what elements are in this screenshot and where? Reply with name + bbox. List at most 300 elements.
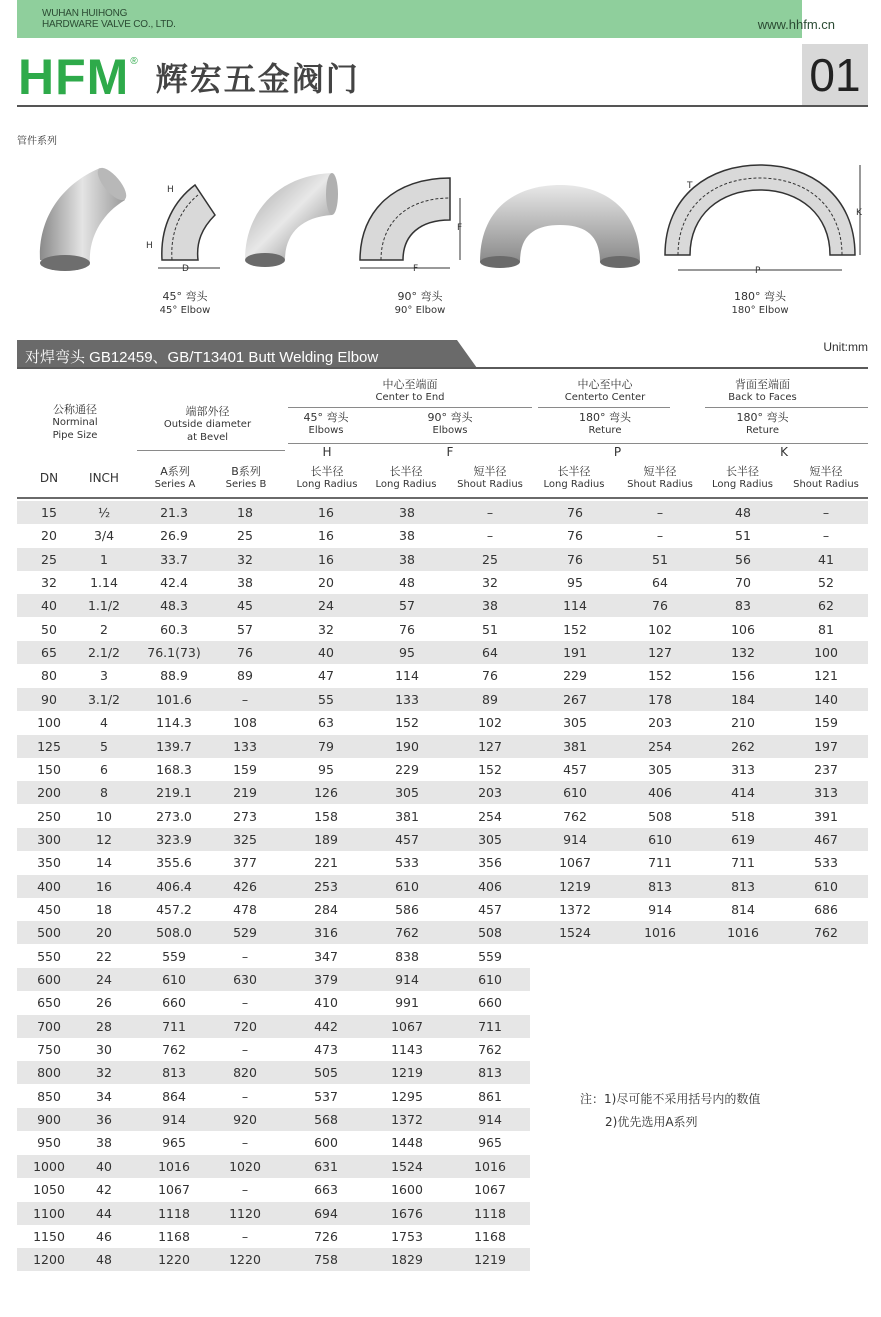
cell-p-short: 508 bbox=[648, 808, 672, 824]
cell-f-short: 25 bbox=[482, 551, 498, 567]
cell-p-short: 76 bbox=[652, 598, 668, 614]
cell-series-a: 101.6 bbox=[156, 691, 192, 707]
page-number: 01 bbox=[802, 44, 868, 106]
notes bbox=[580, 1088, 760, 1134]
cell-k-long: 56 bbox=[735, 551, 751, 567]
header-long-p-en: Long Radius bbox=[543, 479, 605, 490]
cell-p-long: 76 bbox=[567, 505, 583, 520]
registered-mark: ® bbox=[130, 56, 138, 67]
brand-hfm: HFM bbox=[18, 49, 130, 105]
header-180b-cn: 180° 弯头 bbox=[736, 411, 789, 424]
cell-p-long: 76 bbox=[567, 551, 583, 567]
header-series-a-cn: A系列 bbox=[160, 465, 190, 478]
cell-k-long: 70 bbox=[735, 575, 751, 591]
table-row bbox=[17, 1108, 530, 1131]
cell-p-short: 813 bbox=[648, 878, 672, 894]
cell-inch: 2 bbox=[100, 621, 108, 637]
cell-p-long: 191 bbox=[563, 645, 587, 661]
cell-h-long: 16 bbox=[318, 505, 334, 520]
cell-h-long: 253 bbox=[314, 878, 338, 894]
elbow-90-photo bbox=[240, 165, 340, 270]
dim-label-p: P bbox=[755, 266, 761, 276]
cell-h-long: 694 bbox=[314, 1205, 338, 1221]
cell-f-long: 1829 bbox=[391, 1252, 423, 1268]
header-center-center bbox=[535, 378, 675, 404]
cell-series-a: 1016 bbox=[158, 1158, 190, 1174]
cell-series-b: 38 bbox=[237, 575, 253, 591]
elbow-180-photo bbox=[475, 180, 645, 270]
cell-dn: 400 bbox=[37, 878, 61, 894]
header-series-b bbox=[212, 465, 280, 491]
cell-series-a: 273.0 bbox=[156, 808, 192, 824]
cell-series-b: – bbox=[241, 1088, 249, 1104]
header-nominal-cn: 公称通径 bbox=[53, 403, 97, 416]
header-90-elbows bbox=[370, 411, 530, 437]
cell-h-long: 537 bbox=[314, 1088, 338, 1104]
cell-inch: 3 bbox=[100, 668, 108, 684]
cell-series-a: 21.3 bbox=[160, 505, 188, 520]
cell-k-short: 121 bbox=[814, 668, 838, 684]
header-180b-en: Reture bbox=[746, 425, 779, 436]
header-long-h-cn: 长半径 bbox=[310, 465, 344, 478]
cell-series-a: 48.3 bbox=[160, 598, 188, 614]
cell-h-long: 32 bbox=[318, 621, 334, 637]
cell-series-b: – bbox=[241, 1182, 249, 1198]
cell-p-short: 152 bbox=[648, 668, 672, 684]
table-row bbox=[17, 828, 868, 851]
header-od-en1: Outside diameter bbox=[163, 419, 252, 430]
table-row bbox=[17, 781, 868, 804]
cell-f-long: 1600 bbox=[391, 1182, 423, 1198]
table-row bbox=[17, 618, 868, 641]
cell-inch: 1 bbox=[100, 551, 108, 567]
cell-h-long: 189 bbox=[314, 831, 338, 847]
header-rule-back-faces bbox=[705, 407, 868, 408]
cell-series-b: 325 bbox=[233, 831, 257, 847]
header-long-f-cn: 长半径 bbox=[389, 465, 423, 478]
table-row bbox=[17, 1038, 530, 1061]
website-url: www.hhfm.cn bbox=[757, 17, 835, 32]
cell-p-short: 711 bbox=[648, 855, 672, 871]
cell-h-long: 410 bbox=[314, 995, 338, 1011]
cell-f-long: 1676 bbox=[391, 1205, 423, 1221]
cell-h-long: 24 bbox=[318, 598, 334, 614]
dim-label-k: K bbox=[856, 208, 862, 218]
cell-series-b: 133 bbox=[233, 738, 257, 754]
cell-f-short: 1067 bbox=[474, 1182, 506, 1198]
cell-f-short: 356 bbox=[478, 855, 502, 871]
table-row bbox=[17, 524, 868, 547]
cell-series-b: 76 bbox=[237, 645, 253, 661]
header-long-f-en: Long Radius bbox=[375, 479, 437, 490]
cell-dn: 1050 bbox=[33, 1182, 65, 1198]
cell-p-long: 1219 bbox=[559, 878, 591, 894]
title-rule bbox=[17, 367, 868, 369]
cell-p-long: 95 bbox=[567, 575, 583, 591]
cell-k-short: 313 bbox=[814, 785, 838, 801]
brand-logo bbox=[18, 50, 360, 104]
cell-inch: 36 bbox=[96, 1112, 112, 1128]
header-short-f-cn: 短半径 bbox=[473, 465, 507, 478]
header-short-radius-k bbox=[785, 465, 867, 491]
cell-inch: 12 bbox=[96, 831, 112, 847]
cell-series-b: 108 bbox=[233, 715, 257, 731]
cell-f-long: 381 bbox=[395, 808, 419, 824]
table-row bbox=[17, 945, 530, 968]
cell-h-long: 379 bbox=[314, 972, 338, 987]
cell-inch: 8 bbox=[100, 785, 108, 801]
header-short-p-en: Shout Radius bbox=[627, 479, 693, 490]
cell-f-short: 861 bbox=[478, 1088, 502, 1104]
cell-series-a: 60.3 bbox=[160, 621, 188, 637]
cell-dn: 15 bbox=[41, 505, 57, 520]
cell-dn: 90 bbox=[41, 691, 57, 707]
cell-dn: 20 bbox=[41, 528, 57, 544]
header-center-center-cn: 中心至中心 bbox=[577, 378, 633, 391]
table-row bbox=[17, 1085, 530, 1108]
cell-inch: 42 bbox=[96, 1182, 112, 1198]
header-180a-cn: 180° 弯头 bbox=[579, 411, 631, 424]
cell-inch: 20 bbox=[96, 925, 112, 941]
cell-dn: 1000 bbox=[33, 1158, 65, 1174]
cell-k-short: 62 bbox=[818, 598, 834, 614]
header-long-radius-p bbox=[538, 465, 610, 491]
cell-series-a: 88.9 bbox=[160, 668, 188, 684]
cell-k-short: 533 bbox=[814, 855, 838, 871]
cell-k-long: 414 bbox=[731, 785, 755, 801]
cell-h-long: 726 bbox=[314, 1228, 338, 1244]
table-row bbox=[17, 758, 868, 781]
cell-series-a: 1118 bbox=[158, 1205, 190, 1221]
table-row bbox=[17, 664, 868, 687]
cell-series-a: 323.9 bbox=[156, 831, 192, 847]
cell-dn: 25 bbox=[41, 551, 57, 567]
cell-series-a: 864 bbox=[162, 1088, 186, 1104]
cell-f-short: 1219 bbox=[474, 1252, 506, 1268]
cell-f-long: 457 bbox=[395, 831, 419, 847]
cell-f-short: 508 bbox=[478, 925, 502, 941]
cell-series-b: 478 bbox=[233, 901, 257, 917]
caption-180-elbow bbox=[700, 290, 820, 318]
cell-k-long: 619 bbox=[731, 831, 755, 847]
table-row bbox=[17, 1178, 530, 1201]
cell-k-short: 140 bbox=[814, 691, 838, 707]
cell-inch: 3.1/2 bbox=[87, 691, 121, 707]
cell-dn: 350 bbox=[37, 855, 61, 871]
dim-label-f-bottom: F bbox=[413, 264, 419, 274]
cell-k-short: 467 bbox=[814, 831, 838, 847]
table-row bbox=[17, 851, 868, 874]
cell-dn: 450 bbox=[37, 901, 61, 917]
cell-inch: 5 bbox=[100, 738, 108, 754]
cell-f-short: 127 bbox=[478, 738, 502, 754]
caption-90-cn: 90° 弯头 bbox=[397, 290, 443, 303]
cell-series-b: 18 bbox=[237, 505, 253, 520]
cell-k-long: 48 bbox=[735, 505, 751, 520]
cell-series-b: – bbox=[241, 948, 249, 964]
cell-p-short: 64 bbox=[652, 575, 668, 591]
elbow-90-diagram bbox=[355, 170, 470, 275]
cell-f-short: – bbox=[486, 505, 494, 520]
cell-h-long: 55 bbox=[318, 691, 334, 707]
cell-dn: 250 bbox=[37, 808, 61, 824]
cell-f-short: 1118 bbox=[474, 1205, 506, 1221]
cell-f-short: 406 bbox=[478, 878, 502, 894]
cell-inch: 2.1/2 bbox=[87, 645, 121, 661]
cell-f-long: 38 bbox=[399, 551, 415, 567]
cell-inch: 32 bbox=[96, 1065, 112, 1081]
cell-dn: 600 bbox=[37, 972, 61, 987]
cell-p-short: 914 bbox=[648, 901, 672, 917]
cell-inch: 44 bbox=[96, 1205, 112, 1221]
header-180a-en: Reture bbox=[588, 425, 622, 436]
cell-p-short: 254 bbox=[648, 738, 672, 754]
cell-series-a: 914 bbox=[162, 1112, 186, 1128]
cell-inch: ½ bbox=[97, 505, 111, 520]
cell-dn: 300 bbox=[37, 831, 61, 847]
cell-f-long: 1143 bbox=[391, 1042, 423, 1058]
header-short-k-en: Shout Radius bbox=[793, 479, 859, 490]
cell-f-long: 229 bbox=[395, 761, 419, 777]
cell-series-b: 25 bbox=[237, 528, 253, 544]
cell-p-long: 381 bbox=[563, 738, 587, 754]
table-row bbox=[17, 501, 868, 524]
cell-p-long: 305 bbox=[563, 715, 587, 731]
cell-f-long: 1753 bbox=[391, 1228, 423, 1244]
cell-f-long: 1295 bbox=[391, 1088, 423, 1104]
table-row bbox=[17, 688, 868, 711]
header-nominal-en1: Norminal bbox=[52, 417, 98, 428]
header-series-b-cn: B系列 bbox=[231, 465, 261, 478]
cell-h-long: 79 bbox=[318, 738, 334, 754]
caption-45-cn: 45° 弯头 bbox=[162, 290, 208, 303]
cell-inch: 1.1/2 bbox=[87, 598, 121, 614]
header-symbol-f: F bbox=[446, 445, 454, 459]
cell-h-long: 126 bbox=[314, 785, 338, 801]
cell-p-short: 406 bbox=[648, 785, 672, 801]
cell-h-long: 600 bbox=[314, 1135, 338, 1151]
cell-series-b: 57 bbox=[237, 621, 253, 637]
header-center-end bbox=[285, 378, 535, 404]
caption-90-en: 90° Elbow bbox=[394, 305, 446, 316]
cell-series-a: 219.1 bbox=[156, 785, 192, 801]
cell-f-long: 305 bbox=[395, 785, 419, 801]
cell-f-short: 203 bbox=[478, 785, 502, 801]
cell-f-long: 190 bbox=[395, 738, 419, 754]
cell-h-long: 95 bbox=[318, 761, 334, 777]
cell-f-long: 152 bbox=[395, 715, 419, 731]
cell-k-short: 391 bbox=[814, 808, 838, 824]
cell-f-short: 711 bbox=[478, 1018, 502, 1034]
cell-k-short: 159 bbox=[814, 715, 838, 731]
cell-series-b: 89 bbox=[237, 668, 253, 684]
table-row bbox=[17, 805, 868, 828]
cell-h-long: 20 bbox=[318, 575, 334, 591]
cell-f-long: 586 bbox=[395, 901, 419, 917]
cell-f-short: 1016 bbox=[474, 1158, 506, 1174]
cell-p-short: – bbox=[656, 505, 664, 520]
header-inch: INCH bbox=[89, 471, 119, 485]
cell-p-long: 1372 bbox=[559, 901, 591, 917]
cell-f-long: 114 bbox=[395, 668, 419, 684]
cell-inch: 26 bbox=[96, 995, 112, 1011]
header-180-return-p bbox=[535, 411, 675, 437]
cell-f-long: 991 bbox=[395, 995, 419, 1011]
cell-dn: 100 bbox=[37, 715, 61, 731]
cell-f-short: 64 bbox=[482, 645, 498, 661]
cell-k-long: 711 bbox=[731, 855, 755, 871]
cell-h-long: 63 bbox=[318, 715, 334, 731]
caption-45-en: 45° Elbow bbox=[159, 305, 211, 316]
header-short-radius-f bbox=[450, 465, 530, 491]
cell-k-short: 41 bbox=[818, 551, 834, 567]
header-series-b-en: Series B bbox=[225, 479, 267, 490]
cell-series-a: 26.9 bbox=[160, 528, 188, 544]
cell-inch: 24 bbox=[96, 972, 112, 987]
cell-k-long: 262 bbox=[731, 738, 755, 754]
header-rule-elbows bbox=[288, 443, 868, 444]
header-45-cn: 45° 弯头 bbox=[303, 411, 349, 424]
table-row bbox=[17, 921, 868, 944]
cell-dn: 150 bbox=[37, 761, 61, 777]
cell-p-long: 152 bbox=[563, 621, 587, 637]
cell-inch: 30 bbox=[96, 1042, 112, 1058]
cell-series-b: 159 bbox=[233, 761, 257, 777]
cell-series-b: 32 bbox=[237, 551, 253, 567]
cell-inch: 14 bbox=[96, 855, 112, 871]
header-od-en2: at Bevel bbox=[186, 432, 229, 443]
cell-p-long: 914 bbox=[563, 831, 587, 847]
cell-h-long: 758 bbox=[314, 1252, 338, 1268]
header-long-radius-k bbox=[705, 465, 780, 491]
caption-45-elbow bbox=[130, 290, 240, 318]
caption-180-en: 180° Elbow bbox=[731, 305, 789, 316]
cell-dn: 550 bbox=[37, 948, 61, 964]
brand-chinese-name: 辉宏五金阀门 bbox=[155, 60, 360, 98]
dim-label-d: D bbox=[182, 264, 189, 274]
cell-series-b: – bbox=[241, 1042, 249, 1058]
cell-f-short: 660 bbox=[478, 995, 502, 1011]
cell-p-short: 203 bbox=[648, 715, 672, 731]
cell-p-short: 127 bbox=[648, 645, 672, 661]
cell-series-a: 168.3 bbox=[156, 761, 192, 777]
cell-p-short: – bbox=[656, 528, 664, 544]
cell-inch: 46 bbox=[96, 1228, 112, 1244]
cell-inch: 1.14 bbox=[90, 575, 118, 591]
cell-k-long: 184 bbox=[731, 691, 755, 707]
cell-f-short: 89 bbox=[482, 691, 498, 707]
cell-dn: 1100 bbox=[33, 1205, 65, 1221]
header-back-faces bbox=[700, 378, 825, 404]
header-long-p-cn: 长半径 bbox=[557, 465, 591, 478]
cell-f-long: 610 bbox=[395, 878, 419, 894]
cell-dn: 125 bbox=[37, 738, 61, 754]
cell-h-long: 284 bbox=[314, 901, 338, 917]
cell-inch: 18 bbox=[96, 901, 112, 917]
cell-f-short: 152 bbox=[478, 761, 502, 777]
cell-f-long: 914 bbox=[395, 972, 419, 987]
cell-dn: 50 bbox=[41, 621, 57, 637]
cell-f-long: 838 bbox=[395, 948, 419, 964]
table-row bbox=[17, 1248, 530, 1271]
table-row bbox=[17, 875, 868, 898]
cell-dn: 1200 bbox=[33, 1252, 65, 1268]
cell-series-b: 426 bbox=[233, 878, 257, 894]
cell-k-short: 610 bbox=[814, 878, 838, 894]
cell-p-short: 305 bbox=[648, 761, 672, 777]
cell-series-b: – bbox=[241, 1135, 249, 1151]
cell-inch: 40 bbox=[96, 1158, 112, 1174]
header-series-a bbox=[140, 465, 210, 491]
cell-f-long: 76 bbox=[399, 621, 415, 637]
cell-f-long: 95 bbox=[399, 645, 415, 661]
header-45-en: Elbows bbox=[308, 425, 344, 436]
header-back-faces-en: Back to Faces bbox=[728, 392, 797, 403]
cell-f-short: 102 bbox=[478, 715, 502, 731]
cell-dn: 500 bbox=[37, 925, 61, 941]
cell-k-short: 237 bbox=[814, 761, 838, 777]
cell-p-short: 1016 bbox=[644, 925, 676, 941]
cell-f-long: 1219 bbox=[391, 1065, 423, 1081]
cell-series-b: 219 bbox=[233, 785, 257, 801]
cell-h-long: 16 bbox=[318, 528, 334, 544]
table-row bbox=[17, 898, 868, 921]
cell-series-a: 457.2 bbox=[156, 901, 192, 917]
cell-f-short: 32 bbox=[482, 575, 498, 591]
cell-f-short: 457 bbox=[478, 901, 502, 917]
cell-h-long: 442 bbox=[314, 1018, 338, 1034]
cell-series-a: 711 bbox=[162, 1018, 186, 1034]
cell-inch: 4 bbox=[100, 715, 108, 731]
company-line-2: HARDWARE VALVE CO., LTD. bbox=[42, 19, 176, 30]
cell-f-short: 76 bbox=[482, 668, 498, 684]
cell-h-long: 505 bbox=[314, 1065, 338, 1081]
cell-series-a: 1168 bbox=[158, 1228, 190, 1244]
cell-series-b: – bbox=[241, 691, 249, 707]
cell-series-a: 762 bbox=[162, 1042, 186, 1058]
cell-k-short: – bbox=[822, 505, 830, 520]
cell-f-long: 133 bbox=[395, 691, 419, 707]
table-row bbox=[17, 735, 868, 758]
cell-f-long: 1067 bbox=[391, 1018, 423, 1034]
cell-f-short: 813 bbox=[478, 1065, 502, 1081]
company-line-1: WUHAN HUIHONG bbox=[42, 8, 128, 19]
cell-k-long: 814 bbox=[731, 901, 755, 917]
cell-f-long: 38 bbox=[399, 505, 415, 520]
cell-series-b: 529 bbox=[233, 925, 257, 941]
cell-p-long: 762 bbox=[563, 808, 587, 824]
table-row bbox=[17, 1061, 530, 1084]
cell-h-long: 158 bbox=[314, 808, 338, 824]
cell-p-short: 51 bbox=[652, 551, 668, 567]
cell-f-short: 51 bbox=[482, 621, 498, 637]
cell-series-a: 42.4 bbox=[160, 575, 188, 591]
cell-series-b: 820 bbox=[233, 1065, 257, 1081]
cell-inch: 34 bbox=[96, 1088, 112, 1104]
cell-series-a: 33.7 bbox=[160, 551, 188, 567]
header-short-p-cn: 短半径 bbox=[643, 465, 677, 478]
cell-f-short: 1168 bbox=[474, 1228, 506, 1244]
cell-k-short: – bbox=[822, 528, 830, 544]
header-center-end-cn: 中心至端面 bbox=[382, 378, 438, 391]
header-center-end-en: Center to End bbox=[375, 392, 445, 403]
cell-p-short: 102 bbox=[648, 621, 672, 637]
cell-dn: 80 bbox=[41, 668, 57, 684]
dim-label-h: H bbox=[146, 241, 153, 251]
cell-p-long: 114 bbox=[563, 598, 587, 614]
header-long-radius-h bbox=[288, 465, 366, 491]
cell-series-a: 559 bbox=[162, 948, 186, 964]
